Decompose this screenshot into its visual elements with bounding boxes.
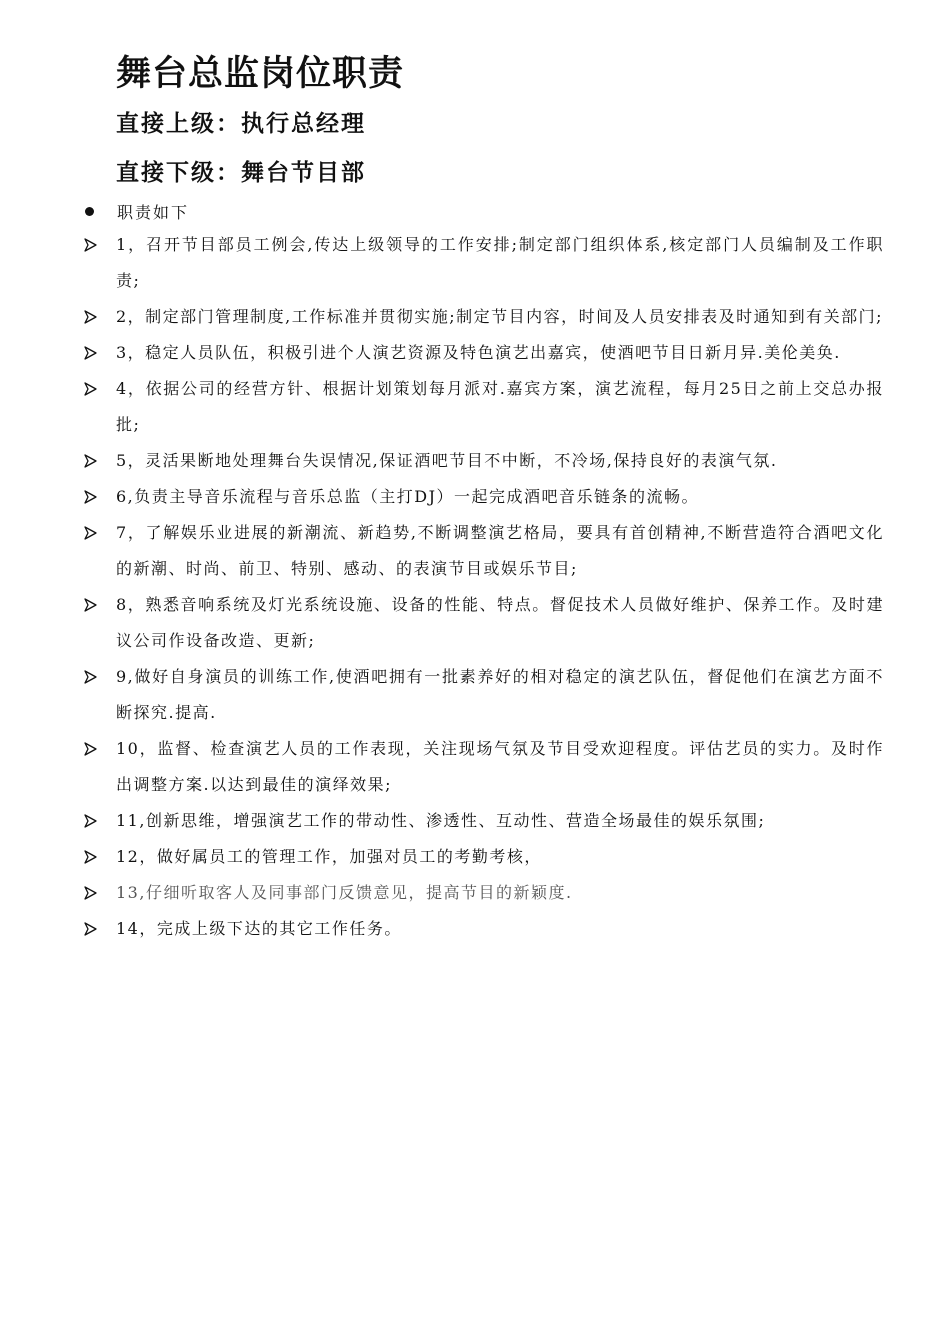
duty-item — [84, 911, 884, 947]
arrowhead-bullet-icon — [84, 371, 97, 407]
arrowhead-bullet-icon — [84, 587, 97, 623]
duty-text: 12，做好属员工的管理工作，加强对员工的考勤考核， — [116, 847, 542, 866]
duty-item — [84, 299, 884, 335]
duty-text: 3，稳定人员队伍，积极引进个人演艺资源及特色演艺出嘉宾，使酒吧节目日新月异.美伦美奂. — [116, 343, 841, 362]
arrowhead-bullet-icon — [84, 299, 97, 335]
duty-item — [84, 371, 884, 443]
arrowhead-bullet-icon — [84, 803, 97, 839]
duty-item — [84, 803, 884, 839]
duty-item — [84, 515, 884, 587]
duty-text: 11,创新思维，增强演艺工作的带动性、渗透性、互动性、营造全场最佳的娱乐氛围; — [116, 811, 766, 830]
arrowhead-bullet-icon — [84, 731, 97, 767]
duty-item — [84, 479, 884, 515]
duty-item — [84, 659, 884, 731]
duties-intro-label: 职责如下 — [117, 202, 190, 222]
arrowhead-bullet-icon — [84, 227, 97, 263]
duty-text: 4，依据公司的经营方针、根据计划策划每月派对.嘉宾方案，演艺流程，每月25日之前上交总办报批; — [116, 379, 884, 434]
duty-text: 8，熟悉音响系统及灯光系统设施、设备的性能、特点。督促技术人员做好维护、保养工作。及时建议公司作设备改造、更新; — [116, 595, 884, 650]
arrowhead-bullet-icon — [84, 911, 97, 947]
filled-circle-icon — [85, 207, 94, 216]
duty-text: 13,仔细听取客人及同事部门反馈意见，提高节目的新颖度. — [116, 883, 573, 902]
arrowhead-bullet-icon — [84, 659, 97, 695]
page-title: 舞台总监岗位职责 — [116, 54, 405, 94]
duty-text: 7，了解娱乐业进展的新潮流、新趋势,不断调整演艺格局，要具有首创精神,不断营造符合酒吧文化的新潮、时尚、前卫、特别、感动、的表演节目或娱乐节目; — [116, 523, 884, 578]
duty-text: 10，监督、检查演艺人员的工作表现，关注现场气氛及节目受欢迎程度。评估艺员的实力。及时作出调整方案.以达到最佳的演绎效果; — [116, 739, 884, 794]
duty-item — [84, 227, 884, 299]
duty-item — [84, 731, 884, 803]
arrowhead-bullet-icon — [84, 443, 97, 479]
duty-text: 2，制定部门管理制度,工作标准并贯彻实施;制定节目内容，时间及人员安排表及时通知到有关部门; — [116, 307, 884, 326]
duty-text: 5，灵活果断地处理舞台失误情况,保证酒吧节目不中断，不冷场,保持良好的表演气氛. — [116, 451, 778, 470]
duty-text: 9,做好自身演员的训练工作,使酒吧拥有一批素养好的相对稳定的演艺队伍，督促他们在演艺方面不断探究.提高. — [116, 667, 884, 722]
duty-item — [84, 875, 884, 911]
duties-list — [84, 227, 884, 947]
arrowhead-bullet-icon — [84, 875, 97, 911]
duty-item — [84, 443, 884, 479]
duty-item — [84, 587, 884, 659]
arrowhead-bullet-icon — [84, 515, 97, 551]
arrowhead-bullet-icon — [84, 839, 97, 875]
duty-text: 1，召开节目部员工例会,传达上级领导的工作安排;制定部门组织体系,核定部门人员编制及工作职责; — [116, 235, 884, 290]
direct-subordinate: 直接下级：舞台节目部 — [116, 159, 366, 186]
direct-superior: 直接上级：执行总经理 — [116, 110, 366, 137]
duty-item — [84, 335, 884, 371]
duties-intro — [84, 197, 189, 225]
arrowhead-bullet-icon — [84, 335, 97, 371]
duty-text: 6,负责主导音乐流程与音乐总监（主打DJ）一起完成酒吧音乐链条的流畅。 — [116, 487, 700, 506]
duty-item — [84, 839, 884, 875]
duty-text: 14，完成上级下达的其它工作任务。 — [116, 919, 402, 938]
arrowhead-bullet-icon — [84, 479, 97, 515]
